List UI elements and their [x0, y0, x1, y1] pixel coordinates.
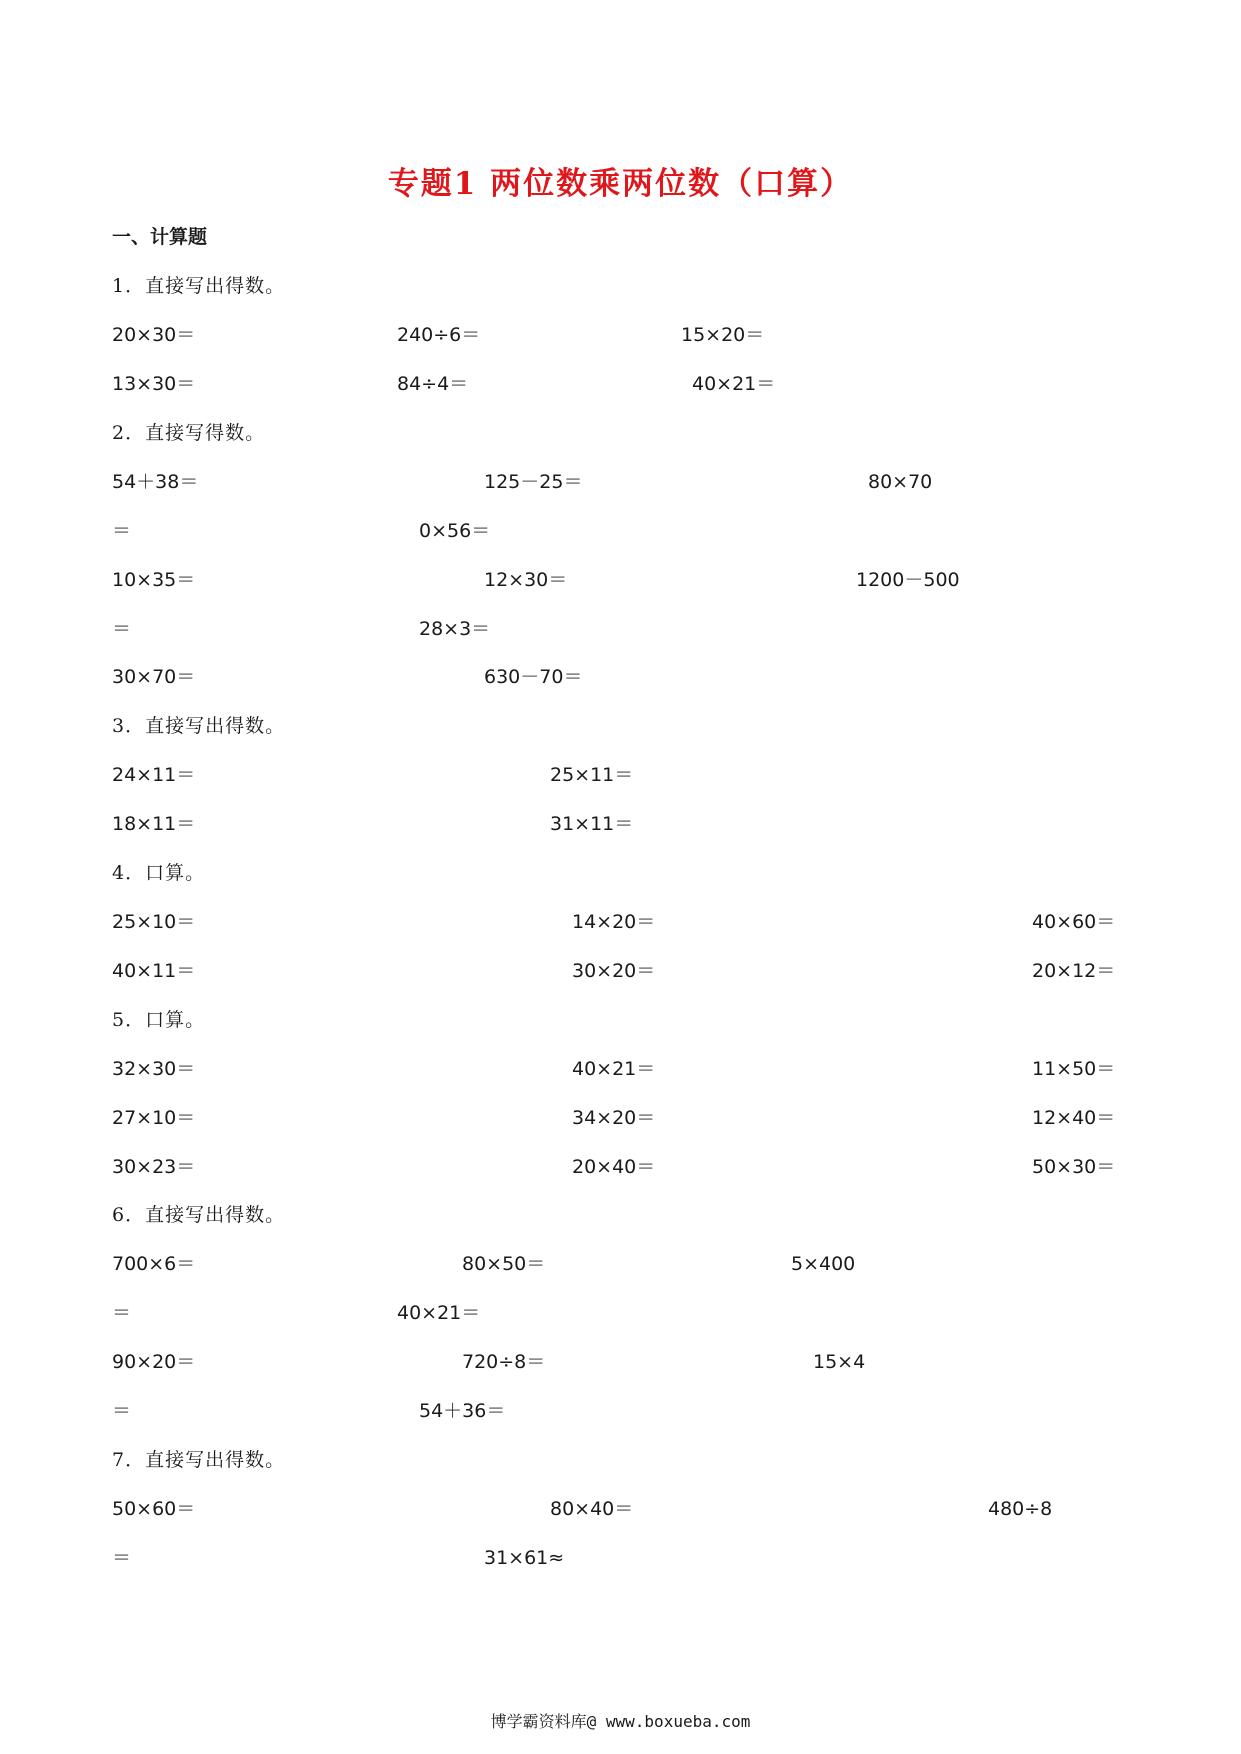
- problem: 40×11＝: [112, 960, 196, 982]
- problem: 50×30＝: [1032, 1156, 1116, 1178]
- problem: 50×60＝: [112, 1498, 196, 1520]
- problem: 10×35＝: [112, 569, 196, 591]
- problem: 31×11＝: [550, 813, 634, 835]
- problem: 20×30＝: [112, 324, 196, 346]
- problem: 480÷8: [988, 1498, 1053, 1520]
- problem: 32×30＝: [112, 1058, 196, 1080]
- problem: 84÷4＝: [397, 373, 469, 395]
- problem: 18×11＝: [112, 813, 196, 835]
- problem: 20×40＝: [572, 1156, 656, 1178]
- problem: 80×70: [868, 471, 933, 493]
- question-5-label: 5．口算。: [112, 1009, 206, 1031]
- problem: 31×61≈: [484, 1547, 565, 1569]
- page-footer: [0, 1709, 1241, 1732]
- problem: ＝: [112, 1400, 132, 1422]
- question-2-label: 2．直接写得数。: [112, 422, 266, 444]
- problem: 40×21＝: [692, 373, 776, 395]
- question-6-label: 6．直接写出得数。: [112, 1204, 286, 1226]
- problem: 12×30＝: [484, 569, 568, 591]
- problem: 240÷6＝: [397, 324, 481, 346]
- problem: 25×10＝: [112, 911, 196, 933]
- problem: 5×400: [791, 1253, 856, 1275]
- problem: 13×30＝: [112, 373, 196, 395]
- problem: 720÷8＝: [462, 1351, 546, 1373]
- footer-source: 博学霸资料库: [490, 1712, 587, 1731]
- problem: 30×23＝: [112, 1156, 196, 1178]
- problem: 700×6＝: [112, 1253, 196, 1275]
- problem: 40×21＝: [572, 1058, 656, 1080]
- problem: 15×20＝: [681, 324, 765, 346]
- problem: 54＋38＝: [112, 471, 199, 493]
- page-title: 专题1 两位数乘两位数（口算）: [387, 166, 854, 202]
- problem: 25×11＝: [550, 764, 634, 786]
- question-1-label: 1．直接写出得数。: [112, 275, 286, 297]
- problem: 28×3＝: [419, 618, 491, 640]
- problem: 27×10＝: [112, 1107, 196, 1129]
- problem: 34×20＝: [572, 1107, 656, 1129]
- problem: 20×12＝: [1032, 960, 1116, 982]
- question-3-label: 3．直接写出得数。: [112, 715, 286, 737]
- problem: 15×4: [813, 1351, 866, 1373]
- problem: ＝: [112, 618, 132, 640]
- problem: ＝: [112, 520, 132, 542]
- problem: 14×20＝: [572, 911, 656, 933]
- problem: 40×21＝: [397, 1302, 481, 1324]
- problem: 90×20＝: [112, 1351, 196, 1373]
- problem: 630－70＝: [484, 666, 583, 688]
- problem: 80×40＝: [550, 1498, 634, 1520]
- problem: 30×20＝: [572, 960, 656, 982]
- problem: ＝: [112, 1547, 132, 1569]
- problem: 0×56＝: [419, 520, 491, 542]
- problem: 1200－500: [856, 569, 960, 591]
- footer-site: @ www.boxueba.com: [586, 1712, 751, 1731]
- problem: 125－25＝: [484, 471, 583, 493]
- problem: 30×70＝: [112, 666, 196, 688]
- problem: 40×60＝: [1032, 911, 1116, 933]
- problem: 54＋36＝: [419, 1400, 506, 1422]
- question-4-label: 4．口算。: [112, 862, 206, 884]
- problem: 12×40＝: [1032, 1107, 1116, 1129]
- section-heading: 一、计算题: [112, 226, 208, 248]
- problem: 24×11＝: [112, 764, 196, 786]
- problem: 11×50＝: [1032, 1058, 1116, 1080]
- question-7-label: 7．直接写出得数。: [112, 1449, 286, 1471]
- problem: ＝: [112, 1302, 132, 1324]
- problem: 80×50＝: [462, 1253, 546, 1275]
